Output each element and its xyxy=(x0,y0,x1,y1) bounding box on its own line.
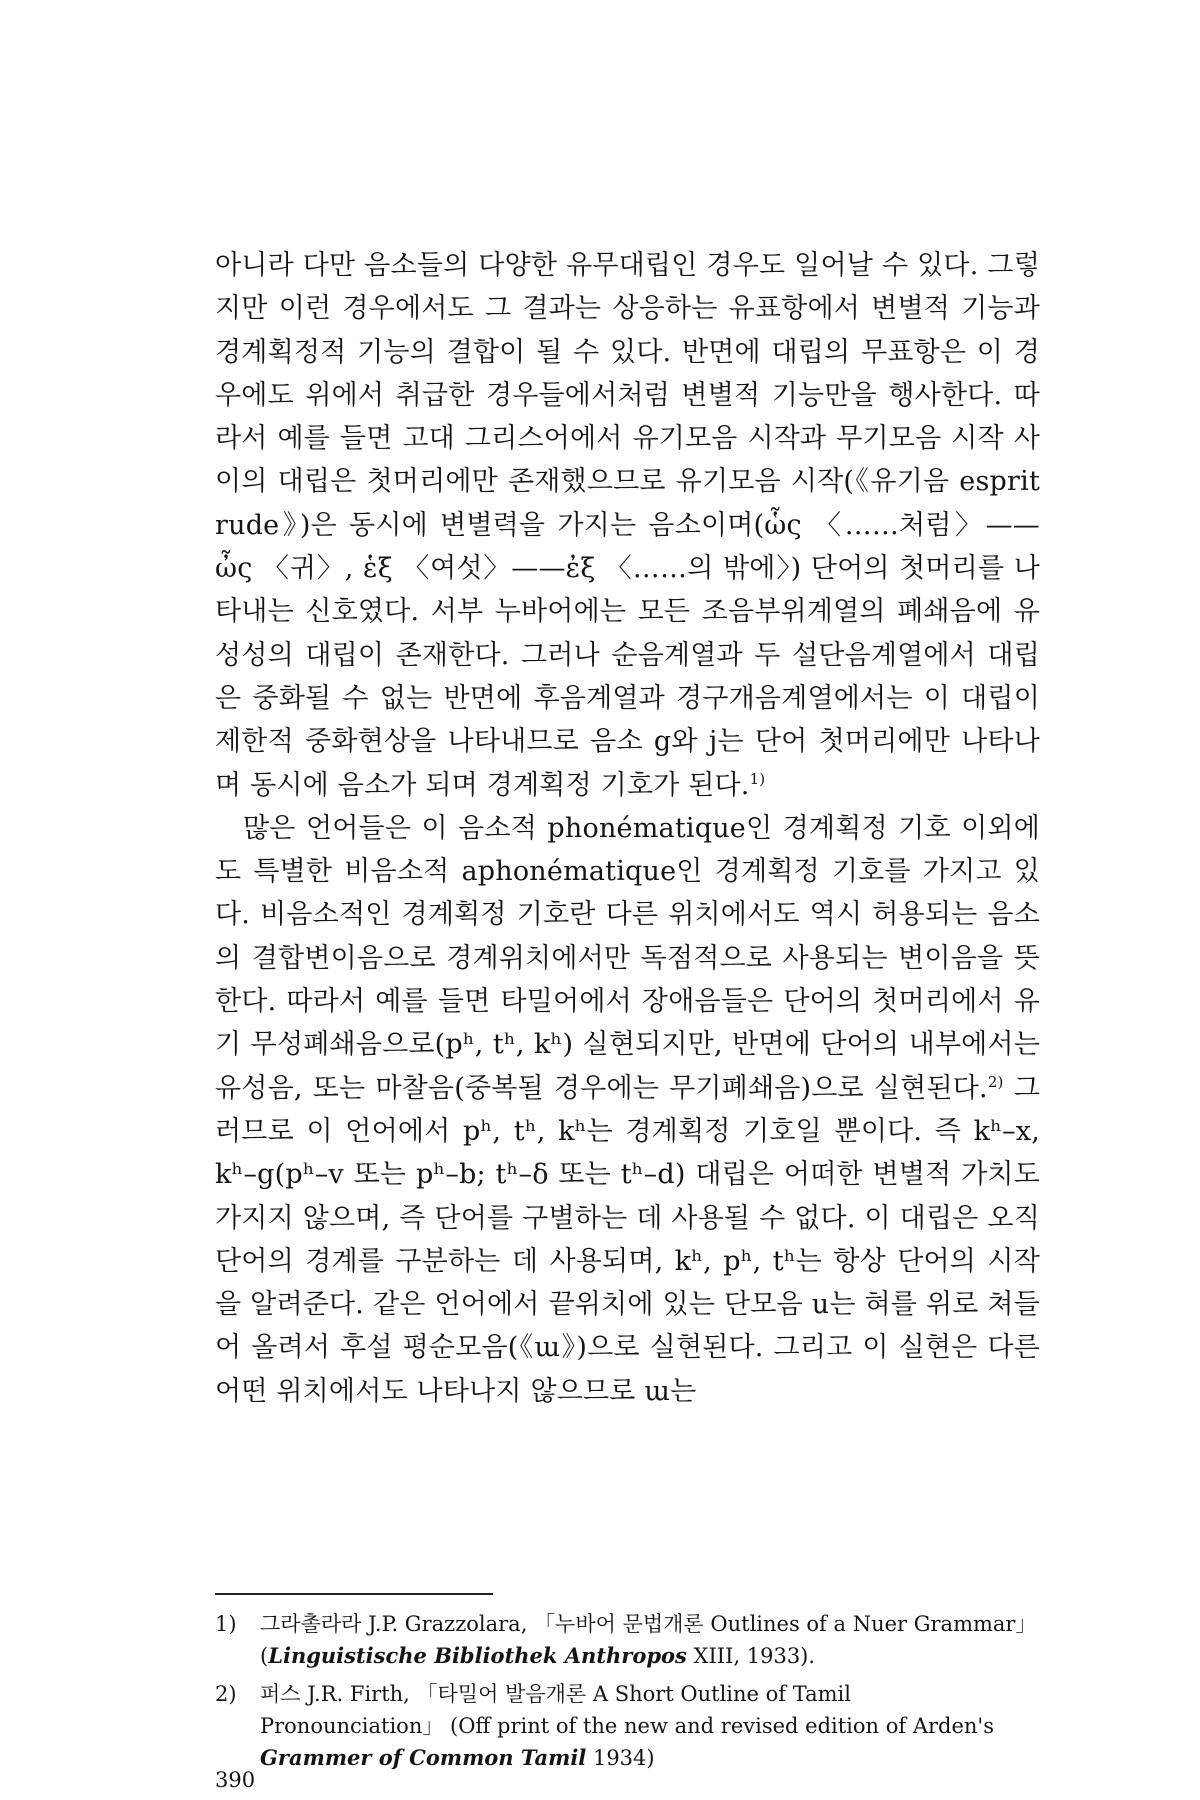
footnotes xyxy=(215,1608,1040,1780)
footnote-text: XIII, 1933). xyxy=(686,1644,816,1668)
body-text xyxy=(215,244,1040,1413)
footnote-text: 퍼스 J.R. Firth, 「타밀어 발음개론 A Short Outline of Tamil Pronounciation」 (Off print of the new and revised edition of Arden's xyxy=(260,1682,994,1738)
paragraph-text: 많은 언어들은 이 음소적 phonématique인 경계획정 기호 이외에도 특별한 비음소적 aphonématique인 경계획정 기호를 가지고 있다. 비음소적인 경계획정 기호란 다른 위치에서도 역시 허용되는 음소의 결합변이음으로 경계위치에서만 독점적으로 사용되는 변이음을 뜻한다. 따라서 예를 들면 타밀어에서 장애음들은 단어의 첫머리에서 유기 무성폐쇄음으로(pʰ, tʰ, kʰ) 실현되지만, 반면에 단어의 내부에서는 유성음, 또는 마찰음(중복될 경우에는 무기폐쇄음)으로 실현된다. xyxy=(215,812,1040,1104)
footnote-ref: 2) xyxy=(987,1072,1004,1091)
footnote-ref: 1) xyxy=(749,769,766,788)
footnote-number: 2) xyxy=(215,1682,237,1706)
footnote-rule xyxy=(215,1593,493,1595)
page-number: 390 xyxy=(215,1768,256,1792)
paragraph-text: 그러므로 이 언어에서 pʰ, tʰ, kʰ는 경계획정 기호일 뿐이다. 즉 kʰ–x, kʰ–g(pʰ–v 또는 pʰ–b; tʰ–δ 또는 tʰ–d) 대립은 어떠한 변별적 가치도 가지지 않으며, 즉 단어를 구별하는 데 사용될 수 없다. 이 대립은 오직 단어의 경계를 구분하는 데 사용되며, kʰ, pʰ, tʰ는 항상 단어의 시작을 알려준다. 같은 언어에서 끝위치에 있는 단모음 u는 혀를 위로 쳐들어 올려서 후설 평순모음(《ɯ》)으로 실현된다. 그리고 이 실현은 다른 어떤 위치에서도 나타나지 않으므로 ɯ는 xyxy=(215,1072,1040,1407)
footnote-number: 1) xyxy=(215,1612,237,1636)
footnote-text: 그라촐라라 J.P. Grazzolara, 「누바어 문법개론 Outlines of a Nuer Grammar」 ( xyxy=(260,1612,1037,1668)
footnote-text: Linguistische Bibliothek Anthropos xyxy=(268,1643,687,1668)
footnote-text: Grammer of Common Tamil xyxy=(260,1745,587,1770)
footnote-text: 1934) xyxy=(586,1746,655,1770)
footnote xyxy=(215,1608,1040,1672)
paragraph-text: 아니라 다만 음소들의 다양한 유무대립인 경우도 일어날 수 있다. 그렇지만 이런 경우에서도 그 결과는 상응하는 유표항에서 변별적 기능과 경계획정적 기능의 결합이 될 수 있다. 반면에 대립의 무표항은 이 경우에도 위에서 취급한 경우들에서처럼 변별적 기능만을 행사한다. 따라서 예를 들면 고대 그리스어에서 유기모음 시작과 무기모음 시작 사이의 대립은 첫머리에만 존재했으므로 유기모음 시작(《유기음 esprit rude》)은 동시에 변별력을 가지는 음소이며(ὧς 〈……처럼〉——ὦς 〈귀〉, ἑξ 〈여섯〉——ἐξ 〈……의 밖에〉) 단어의 첫머리를 나타내는 신호였다. 서부 누바어에는 모든 조음부위계열의 폐쇄음에 유성성의 대립이 존재한다. 그러나 순음계열과 두 설단음계열에서 대립은 중화될 수 없는 반면에 후음계열과 경구개음계열에서는 이 대립이 제한적 중화현상을 나타내므로 음소 g와 j는 단어 첫머리에만 나타나며 동시에 음소가 되며 경계획정 기호가 된다. xyxy=(215,250,1040,801)
paragraph xyxy=(215,807,1040,1413)
paragraph xyxy=(215,244,1040,807)
footnote xyxy=(215,1678,1040,1774)
